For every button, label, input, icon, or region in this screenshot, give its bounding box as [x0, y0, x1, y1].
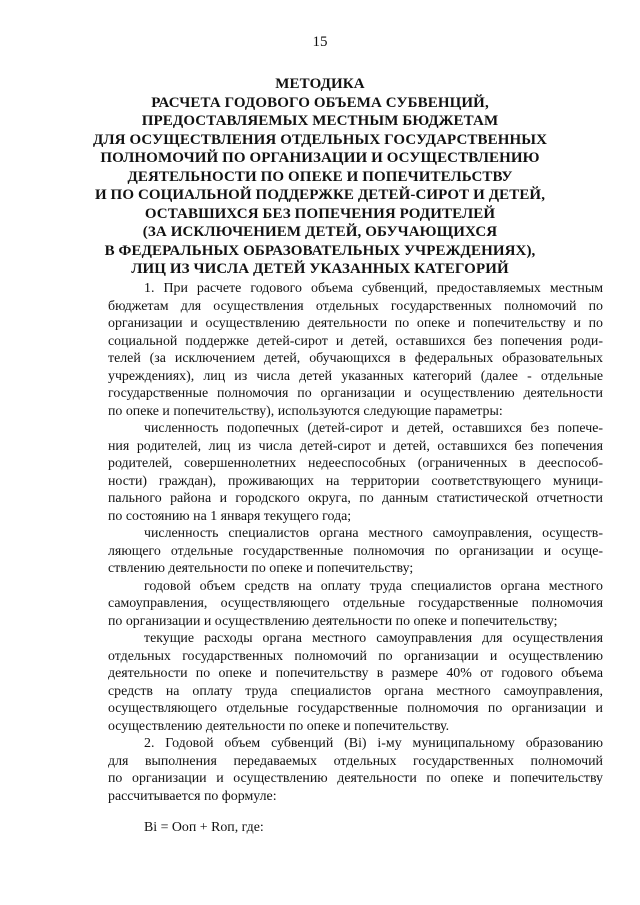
text-line: телей (за исключением детей, обучающихся в федеральных образовательных	[108, 351, 603, 366]
title-line: МЕТОДИКА	[275, 76, 365, 92]
text-line: по организации и осуществлению деятельности по опеке и попечительству	[108, 771, 603, 786]
text-line: осуществлению деятельности по опеке и попечительству.	[108, 718, 450, 734]
document-body	[108, 280, 603, 837]
text-line: отдельных государственных полномочий по организации и осуществлению	[108, 648, 603, 664]
text-line: государственные полномочия по организации и осуществлению деятельности	[108, 386, 603, 401]
text-line: для выполнения передаваемых отдельных государственных полномочий	[108, 753, 603, 769]
paragraph-2-annual-volume	[108, 735, 603, 805]
text-line: социальной поддержке детей-сирот и детей, оставшихся без попечения роди-	[108, 333, 603, 349]
text-line: деятельности по опеке и попечительству в размере 40% от годового объема	[108, 666, 603, 681]
text-line: ности) граждан), проживающих на территории соответствующего муници-	[108, 473, 603, 489]
title-line: ОСТАВШИХСЯ БЕЗ ПОПЕЧЕНИЯ РОДИТЕЛЕЙ	[144, 205, 496, 222]
text-line: ствлению деятельности по опеке и попечительству;	[108, 561, 414, 576]
title-line: И ПО СОЦИАЛЬНОЙ ПОДДЕРЖКЕ ДЕТЕЙ-СИРОТ И ДЕТЕЙ,	[94, 187, 546, 203]
title-line: (ЗА ИСКЛЮЧЕНИЕМ ДЕТЕЙ, ОБУЧАЮЩИХСЯ	[142, 224, 498, 240]
paragraph-wards-count	[108, 420, 603, 525]
text-line: ляющего отдельные государственные полномочия по организации и осуще-	[108, 543, 603, 559]
title-line: ЛИЦ ИЗ ЧИСЛА ДЕТЕЙ УКАЗАННЫХ КАТЕГОРИЙ	[131, 261, 509, 277]
paragraph-current-expenses	[108, 630, 603, 735]
text-line: ния родителей, лиц из числа детей-сирот и детей, оставшихся без попечения	[108, 438, 603, 454]
document-title	[40, 75, 600, 279]
text-line: пального района и городского округа, по данным статистической отчетности	[108, 491, 603, 506]
title-line: ПРЕДОСТАВЛЯЕМЫХ МЕСТНЫМ БЮДЖЕТАМ	[141, 113, 499, 129]
text-line: текущие расходы органа местного самоуправления для осуществления	[144, 631, 603, 646]
text-line: учреждениях), лиц из числа детей указанных категорий (далее - отдельные	[108, 368, 603, 384]
title-line: ПОЛНОМОЧИЙ ПО ОРГАНИЗАЦИИ И ОСУЩЕСТВЛЕНИЮ	[100, 150, 540, 166]
text-line: 1. При расчете годового объема субвенций, предоставляемых местным	[144, 281, 603, 296]
title-line: ДЛЯ ОСУЩЕСТВЛЕНИЯ ОТДЕЛЬНЫХ ГОСУДАРСТВЕННЫХ	[92, 131, 548, 148]
text-line: родителей, совершеннолетних недееспособных (ограниченных в дееспособ-	[108, 456, 603, 471]
paragraph-1-parameters	[108, 280, 603, 420]
text-line: рассчитывается по формуле:	[108, 788, 277, 804]
text-line: по опеке и попечительству), используются следующие параметры:	[108, 403, 503, 419]
title-line: ДЕЯТЕЛЬНОСТИ ПО ОПЕКЕ И ПОПЕЧИТЕЛЬСТВУ	[127, 168, 513, 185]
title-line: РАСЧЕТА ГОДОВОГО ОБЪЕМА СУБВЕНЦИЙ,	[151, 94, 489, 111]
paragraph-specialists-count	[108, 525, 603, 578]
text-line: бюджетам для осуществления отдельных государственных полномочий по	[108, 298, 603, 314]
text-line: 2. Годовой объем субвенций (Bi) i-му муниципальному образованию	[144, 736, 603, 751]
text-line: годовой объем средств на оплату труда специалистов органа местного	[144, 578, 603, 594]
title-line: В ФЕДЕРАЛЬНЫХ ОБРАЗОВАТЕЛЬНЫХ УЧРЕЖДЕНИЯХ),	[104, 242, 536, 259]
text-line: средств на оплату труда специалистов органа местного самоуправления,	[108, 683, 603, 699]
text-line: осуществляющего отдельные государственные полномочия по организации и	[108, 701, 603, 716]
formula: Bi = Ооп + Rоп, где:	[144, 820, 264, 835]
text-line: по организации и осуществлению деятельности по опеке и попечительству;	[108, 613, 558, 629]
text-line: самоуправления, осуществляющего отдельные государственные полномочия	[108, 596, 603, 611]
text-line: по состоянию на 1 января текущего года;	[108, 508, 352, 524]
text-line: организации и осуществлению деятельности по опеке и попечительству и по	[108, 316, 603, 331]
text-line: численность подопечных (детей-сирот и детей, оставшихся без попече-	[144, 421, 603, 436]
text-line: численность специалистов органа местного самоуправления, осуществ-	[144, 526, 603, 541]
page-number: 15	[312, 34, 328, 50]
paragraph-salary-fund	[108, 578, 603, 631]
